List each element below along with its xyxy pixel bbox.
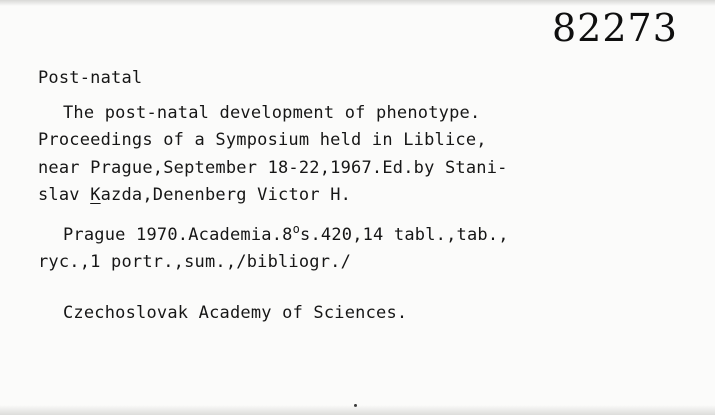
subject-heading: Post-natal [38, 68, 143, 88]
editors-line [38, 185, 351, 205]
catalog-number: 82273 [552, 6, 678, 50]
imprint-prefix: Prague 1970.Academia.8 [63, 225, 293, 245]
editors-line-suffix: azda,Denenberg Victor H. [100, 185, 352, 205]
title-line-1: The post-natal development of phenotype. [63, 103, 481, 123]
editors-line-prefix: slav [38, 185, 91, 205]
punch-dot [354, 404, 357, 407]
collation-line: ryc.,1 portr.,sum.,/bibliogr./ [38, 252, 352, 272]
publisher-line: Czechoslovak Academy of Sciences. [63, 303, 408, 323]
title-line-2: Proceedings of a Symposium held in Liblice, [38, 130, 487, 150]
title-line-3: near Prague,September 18-22,1967.Ed.by Stani- [38, 158, 508, 178]
imprint-line [63, 222, 509, 245]
imprint-suffix: s.420,14 tabl.,tab., [300, 225, 509, 245]
format-superscript: o [292, 222, 301, 236]
editors-line-underlined-letter: K [90, 185, 101, 205]
